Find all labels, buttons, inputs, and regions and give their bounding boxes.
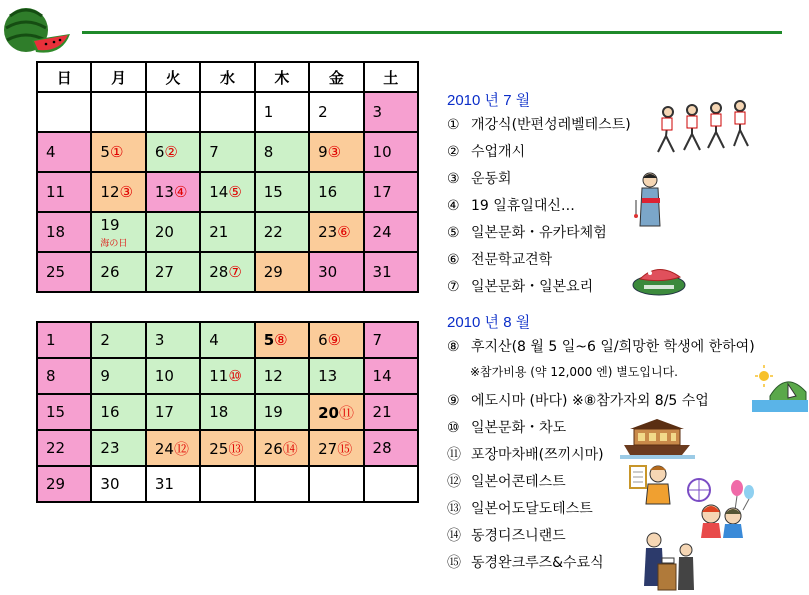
event-text: 일본문화・차도 xyxy=(471,420,567,436)
sports-runners-illustration xyxy=(650,100,755,165)
event-text: 19 일휴일대신… xyxy=(471,198,575,214)
event-item xyxy=(447,552,604,572)
day-number: 12 xyxy=(263,367,283,385)
day-number: 18 xyxy=(46,223,66,241)
event-text: ※참가비용 (약 12,000 엔) 별도입니다. xyxy=(470,365,678,379)
calendar-day-cell xyxy=(91,212,145,252)
graduation-ceremony-illustration xyxy=(640,528,702,593)
calendar-day-cell xyxy=(309,430,363,466)
event-number: ⑨ xyxy=(447,393,460,409)
calendar-day-cell xyxy=(37,132,91,172)
event-number: ⑩ xyxy=(447,420,460,436)
calendar-day-cell xyxy=(255,92,309,132)
calendar-day-cell xyxy=(200,394,254,430)
day-number: 6 xyxy=(318,331,328,349)
day-number: 4 xyxy=(46,143,56,161)
day-number: 31 xyxy=(372,263,392,281)
calendar-day-cell xyxy=(91,172,145,212)
day-number: 28 xyxy=(372,439,392,457)
event-marker: ⑨ xyxy=(327,331,342,349)
calendar-day-cell xyxy=(309,252,363,292)
calendar-day-cell xyxy=(364,466,418,502)
calendar-day-cell xyxy=(255,358,309,394)
event-text: 동경디즈니랜드 xyxy=(471,528,566,544)
event-marker: ⑪ xyxy=(338,403,354,422)
calendar-day-cell xyxy=(309,132,363,172)
event-marker: ⑬ xyxy=(228,439,244,458)
day-number: 7 xyxy=(209,143,219,161)
calendar-day-cell xyxy=(255,252,309,292)
july-title: 2010 년 7 월 xyxy=(447,92,531,109)
event-item xyxy=(447,390,709,410)
weekday-header: 月 xyxy=(91,62,145,92)
day-number: 31 xyxy=(154,475,174,493)
event-marker: ⑮ xyxy=(337,439,353,458)
day-number: 21 xyxy=(372,403,392,421)
day-number: 17 xyxy=(154,403,174,421)
calendar-day-cell xyxy=(309,394,363,430)
day-number: 30 xyxy=(318,263,338,281)
calendar-day-cell xyxy=(37,92,91,132)
day-number: 29 xyxy=(46,475,66,493)
calendar-week-row xyxy=(37,358,418,394)
event-number: ③ xyxy=(447,171,460,187)
day-number: 27 xyxy=(154,263,174,281)
calendar-day-cell xyxy=(364,132,418,172)
day-number: 11 xyxy=(209,367,229,385)
day-number: 19 xyxy=(100,215,120,234)
calendar-day-cell xyxy=(37,252,91,292)
event-number: ⑭ xyxy=(447,528,461,544)
event-marker: ⑧ xyxy=(274,331,288,349)
day-number: 29 xyxy=(263,263,283,281)
calendar-day-cell xyxy=(364,394,418,430)
calendar-day-cell xyxy=(364,212,418,252)
calendar-day-cell xyxy=(200,322,254,358)
calendar-week-row xyxy=(37,172,418,212)
calendar-day-cell xyxy=(364,358,418,394)
day-number: 2 xyxy=(318,103,328,121)
day-number: 3 xyxy=(154,331,165,349)
calendar-day-cell xyxy=(91,394,145,430)
calendar-day-cell xyxy=(91,430,145,466)
day-number: 15 xyxy=(263,183,283,201)
day-number: 1 xyxy=(263,103,274,121)
event-number: ⑫ xyxy=(447,474,461,490)
event-text: 후지산(8 월 5 일~6 일/희망한 학생에 한하여) xyxy=(471,339,755,355)
event-text: 일본어도달도테스트 xyxy=(471,501,593,517)
weekday-header: 日 xyxy=(37,62,91,92)
event-number: ⑬ xyxy=(447,501,461,517)
calendar-day-cell xyxy=(37,394,91,430)
calendar-day-cell xyxy=(255,132,309,172)
yakatabune-boat-illustration xyxy=(620,417,695,459)
event-item xyxy=(447,498,593,518)
event-item xyxy=(447,222,607,242)
day-number: 24 xyxy=(372,223,392,241)
event-number: ⑮ xyxy=(447,555,461,571)
day-number: 27 xyxy=(318,439,338,458)
day-number: 11 xyxy=(46,183,66,201)
day-number: 6 xyxy=(154,143,165,161)
event-item xyxy=(447,114,631,134)
day-number: 17 xyxy=(372,183,392,201)
calendar-day-cell xyxy=(146,358,200,394)
calendar-day-cell xyxy=(255,466,309,502)
calendar-week-row xyxy=(37,394,418,430)
calendar-week-row xyxy=(37,252,418,292)
calendar-day-cell xyxy=(364,430,418,466)
weekday-header: 火 xyxy=(146,62,200,92)
day-number: 7 xyxy=(372,331,383,349)
calendar-day-cell xyxy=(146,172,200,212)
calendar-day-cell xyxy=(255,172,309,212)
event-number: ⑤ xyxy=(447,225,460,241)
calendar-day-cell xyxy=(364,322,418,358)
calendar-day-cell xyxy=(37,430,91,466)
calendar-day-cell xyxy=(91,466,145,502)
calendar-day-cell xyxy=(200,430,254,466)
day-number: 15 xyxy=(46,403,66,421)
calendar-day-cell xyxy=(364,172,418,212)
day-number: 25 xyxy=(46,263,66,281)
event-text: 운동회 xyxy=(471,171,512,187)
calendar-day-cell xyxy=(309,92,363,132)
calendar-day-cell xyxy=(255,394,309,430)
event-marker: ⑭ xyxy=(282,439,298,458)
calendar-day-cell xyxy=(309,322,363,358)
japanese-food-illustration xyxy=(630,253,688,298)
calendar-day-cell xyxy=(91,322,145,358)
event-number: ⑪ xyxy=(447,447,461,463)
day-number: 19 xyxy=(263,403,283,421)
weekday-header-row xyxy=(37,62,418,92)
day-number: 28 xyxy=(209,263,229,281)
calendar-day-cell xyxy=(309,466,363,502)
event-text: 일본어콘테스트 xyxy=(471,474,566,490)
calendar-week-row xyxy=(37,132,418,172)
day-number: 23 xyxy=(100,439,120,457)
day-number: 16 xyxy=(100,403,120,421)
event-marker: ① xyxy=(109,143,124,161)
weekday-header: 金 xyxy=(309,62,363,92)
day-number: 21 xyxy=(209,223,229,241)
day-number: 14 xyxy=(372,367,392,385)
event-marker: ⑩ xyxy=(228,367,242,385)
calendar-day-cell xyxy=(255,322,309,358)
event-marker: ⑫ xyxy=(173,439,189,458)
calendar-day-cell xyxy=(37,466,91,502)
day-number: 26 xyxy=(100,263,120,281)
day-number: 12 xyxy=(100,183,120,201)
calendar-day-cell xyxy=(200,466,254,502)
calendar-day-cell xyxy=(91,132,145,172)
event-number: ④ xyxy=(447,198,460,214)
calendar-day-cell xyxy=(146,394,200,430)
calendar-day-cell xyxy=(146,92,200,132)
event-text: 동경완크루즈&수료식 xyxy=(471,555,604,571)
day-number: 9 xyxy=(100,367,110,385)
calendar-day-cell xyxy=(200,172,254,212)
event-item xyxy=(447,168,512,188)
calendar-day-cell xyxy=(309,212,363,252)
day-number: 23 xyxy=(318,223,338,241)
event-text: 수업개시 xyxy=(471,144,526,160)
calendar-day-cell xyxy=(364,92,418,132)
event-number: ⑦ xyxy=(447,279,460,295)
day-number: 24 xyxy=(154,439,174,458)
event-text: 전문학교견학 xyxy=(471,252,553,268)
event-text: 일본문화・유카타체험 xyxy=(471,225,607,241)
calendar-day-cell xyxy=(91,252,145,292)
event-item xyxy=(447,141,525,161)
calendar-day-cell xyxy=(146,132,200,172)
day-number: 25 xyxy=(209,439,229,458)
event-marker: ③ xyxy=(327,143,342,161)
event-number: ⑧ xyxy=(447,339,460,355)
event-item xyxy=(447,276,593,296)
calendar-day-cell xyxy=(146,466,200,502)
calendar-week-row xyxy=(37,92,418,132)
day-number: 1 xyxy=(46,331,56,349)
watermelon-icon xyxy=(2,2,72,57)
day-number: 30 xyxy=(100,475,120,493)
event-marker: ⑦ xyxy=(228,263,242,281)
day-number: 22 xyxy=(46,439,66,457)
day-number: 18 xyxy=(209,403,229,421)
calendar-day-cell xyxy=(200,92,254,132)
header-divider xyxy=(82,31,782,34)
day-number: 13 xyxy=(154,183,174,201)
calendar-week-row xyxy=(37,212,418,252)
event-number: ① xyxy=(447,117,460,133)
day-number: 10 xyxy=(372,143,392,161)
event-note xyxy=(470,363,678,380)
calendar-day-cell xyxy=(255,430,309,466)
event-item xyxy=(447,471,566,491)
calendar-day-cell xyxy=(146,252,200,292)
day-number: 20 xyxy=(318,403,339,422)
calendar-day-cell xyxy=(364,252,418,292)
august-title: 2010 년 8 월 xyxy=(447,314,531,331)
calendar-day-cell xyxy=(200,132,254,172)
day-number: 22 xyxy=(263,223,283,241)
calendar-day-cell xyxy=(91,358,145,394)
calendar-day-cell xyxy=(200,358,254,394)
event-marker: ② xyxy=(164,143,178,161)
event-marker: ⑤ xyxy=(228,183,242,201)
event-text: 개강식(반편성레벨테스트) xyxy=(471,117,631,133)
day-number: 2 xyxy=(100,331,110,349)
day-number: 16 xyxy=(318,183,338,201)
event-text: 일본문화・일본요리 xyxy=(471,279,594,295)
event-item xyxy=(447,249,552,269)
day-number: 8 xyxy=(263,143,274,161)
day-number: 8 xyxy=(46,367,56,385)
calendar-week-row xyxy=(37,322,418,358)
event-number: ⑥ xyxy=(447,252,460,268)
august-calendar xyxy=(36,321,419,503)
weekday-header: 土 xyxy=(364,62,418,92)
event-item xyxy=(447,417,566,437)
calendar-day-cell xyxy=(37,322,91,358)
day-number: 10 xyxy=(154,367,174,385)
event-number: ② xyxy=(447,144,460,160)
calendar-day-cell xyxy=(37,358,91,394)
calendar-day-cell xyxy=(200,252,254,292)
day-number: 5 xyxy=(100,143,110,161)
calendar-day-cell xyxy=(309,358,363,394)
event-marker: ④ xyxy=(173,183,188,201)
event-marker: ⑥ xyxy=(337,223,351,241)
contest-speaker-illustration xyxy=(628,460,673,505)
calendar-day-cell xyxy=(146,212,200,252)
day-number: 14 xyxy=(209,183,229,201)
calendar-week-row xyxy=(37,466,418,502)
calendar-day-cell xyxy=(91,92,145,132)
calendar-day-cell xyxy=(309,172,363,212)
day-number: 3 xyxy=(372,103,383,121)
calendar-day-cell xyxy=(37,172,91,212)
day-number: 13 xyxy=(318,367,338,385)
event-item xyxy=(447,525,566,545)
calendar-week-row xyxy=(37,430,418,466)
weekday-header: 水 xyxy=(200,62,254,92)
enoshima-sea-illustration xyxy=(752,362,808,412)
calendar-day-cell xyxy=(146,430,200,466)
day-number: 26 xyxy=(263,439,283,458)
weekday-header: 木 xyxy=(255,62,309,92)
calendar-day-cell xyxy=(146,322,200,358)
event-item xyxy=(447,444,604,464)
day-number: 9 xyxy=(318,143,328,161)
calendar-day-cell xyxy=(255,212,309,252)
july-calendar xyxy=(36,61,419,293)
event-text: 에도시마 (바다) ※⑧참가자외 8/5 수업 xyxy=(471,393,709,409)
event-item xyxy=(447,195,575,215)
day-number: 5 xyxy=(263,331,275,349)
calendar-day-cell xyxy=(200,212,254,252)
yukata-girl-illustration xyxy=(632,170,672,230)
day-number: 20 xyxy=(154,223,174,241)
event-marker: ③ xyxy=(119,183,133,201)
event-item xyxy=(447,336,755,356)
event-text: 포장마차배(쯔끼시마) xyxy=(471,447,604,463)
day-number: 4 xyxy=(209,331,219,349)
holiday-label: 海の日 xyxy=(100,238,128,249)
calendar-day-cell xyxy=(37,212,91,252)
